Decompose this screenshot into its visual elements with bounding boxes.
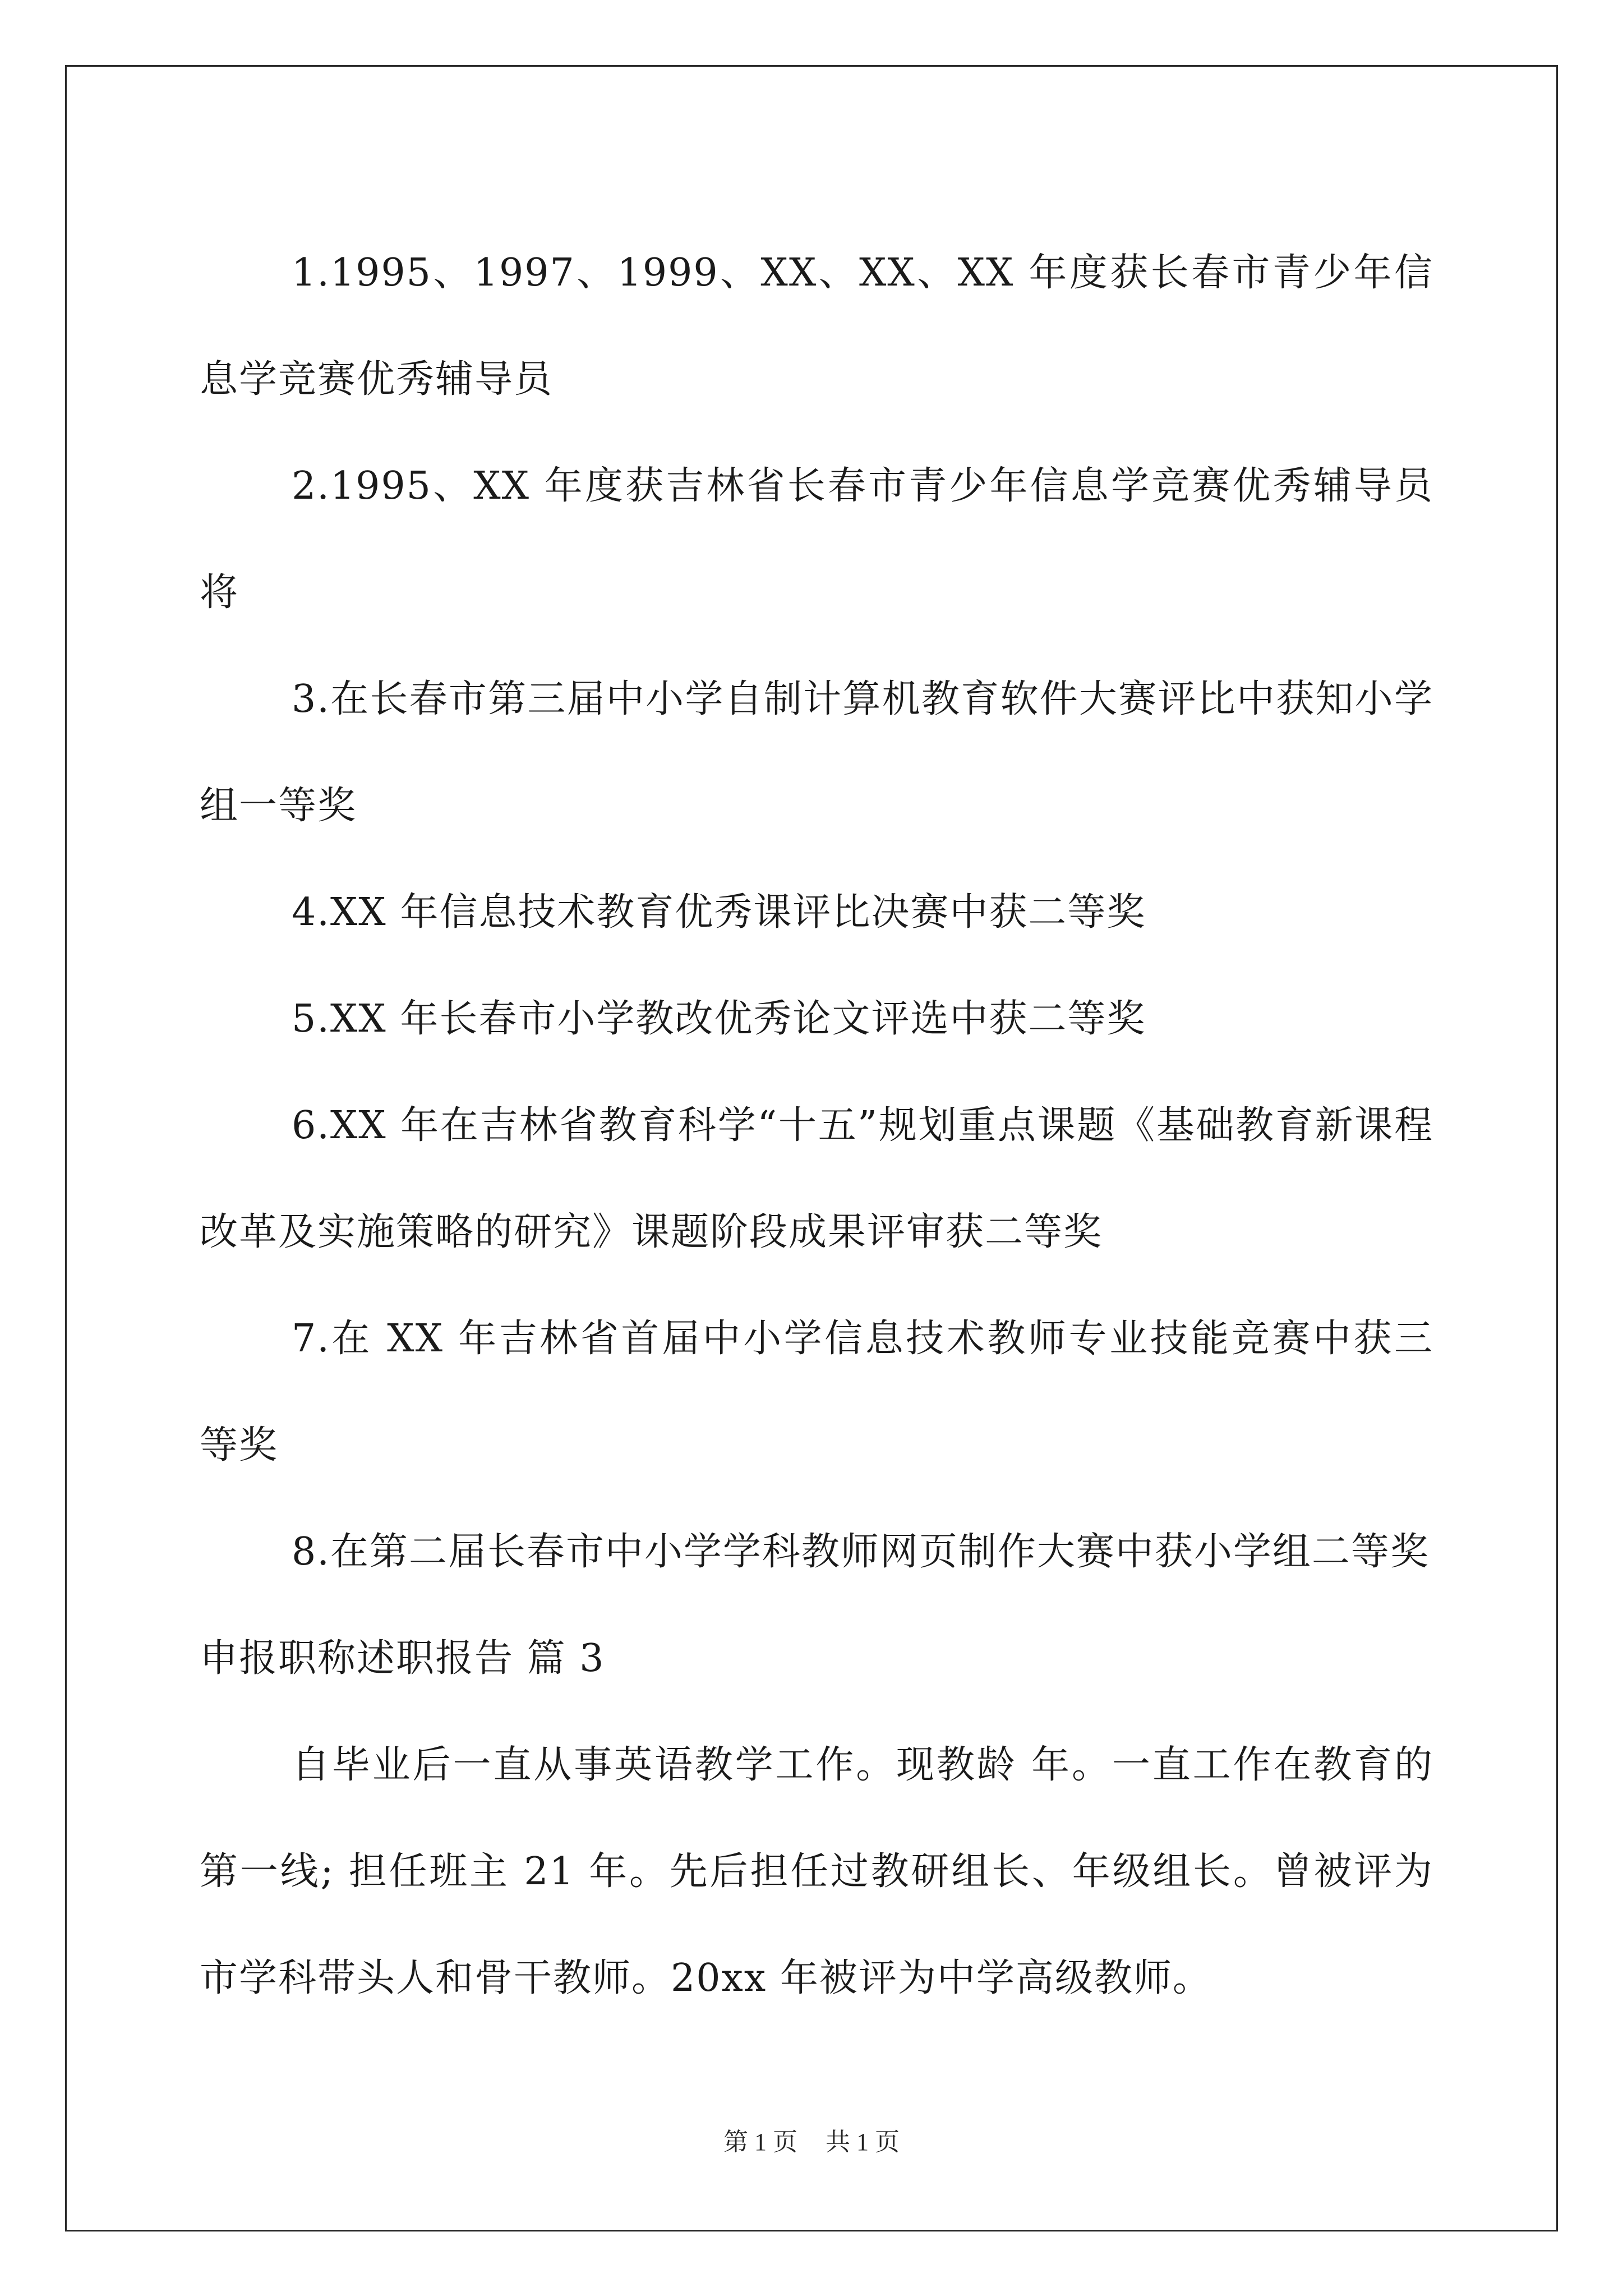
award-item-3: 3.在长春市第三届中小学自制计算机教育软件大赛评比中获知小学组一等奖 [200,677,1433,828]
award-item-1: 1.1995、1997、1999、XX、XX、XX 年度获长春市青少年信息学竞赛优秀辅导员 [200,251,1433,402]
award-item-5: 5.XX 年长春市小学教改优秀论文评选中获二等奖 [292,997,1146,1041]
page-total: 共 1 页 [826,2128,900,2156]
page-number: 第 1 页 [723,2128,797,2156]
section-heading: 申报职称述职报告 篇 3 [200,1636,605,1681]
award-item-2: 2.1995、XX 年度获吉林省长春市青少年信息学竞赛优秀辅导员将 [200,464,1433,615]
section-paragraph: 自毕业后一直从事英语教学工作。现教龄 年。一直工作在教育的第一线; 担任班主 21 年。先后担任过教研组长、年级组长。曾被评为市学科带头人和骨干教师。20xx 年被评为中学高级教师。 [200,1743,1433,2000]
award-item-6: 6.XX 年在吉林省教育科学“十五”规划重点课题《基础教育新课程改革及实施策略的研究》课题阶段成果评审获二等奖 [200,1103,1433,1254]
award-item-7: 7.在 XX 年吉林省首届中小学信息技术教师专业技能竞赛中获三等奖 [200,1317,1433,1467]
document-body [200,220,1433,2032]
award-item-8: 8.在第二届长春市中小学学科教师网页制作大赛中获小学组二等奖 [292,1530,1430,1574]
award-item-4: 4.XX 年信息技术教育优秀课评比决赛中获二等奖 [292,890,1146,935]
page-footer [0,2122,1623,2157]
